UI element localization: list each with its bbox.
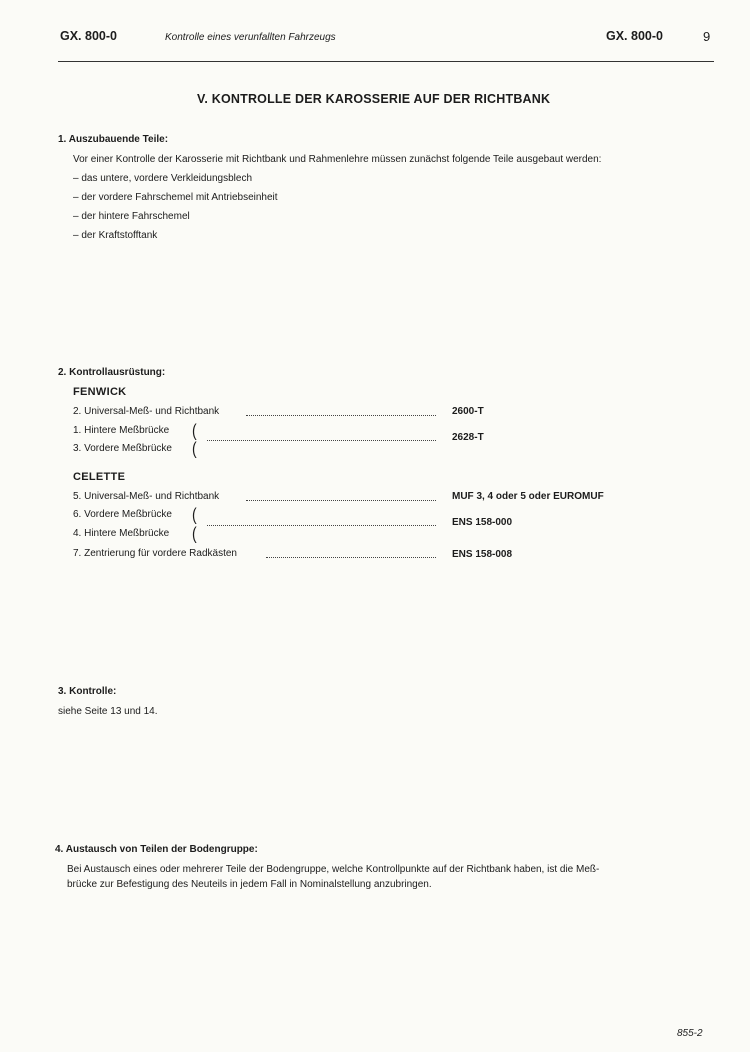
header-code-right: GX. 800-0 — [606, 29, 663, 43]
section3-heading: 3. Kontrolle: — [58, 686, 117, 697]
brace-upper-icon: ( — [192, 420, 197, 440]
page-number: 9 — [703, 29, 711, 44]
fenwick-line-3: 3. Vordere Meßbrücke — [73, 443, 172, 454]
header-code-left: GX. 800-0 — [60, 29, 117, 43]
celette-code-1: MUF 3, 4 oder 5 oder EUROMUF — [452, 491, 604, 502]
leader-dots — [207, 525, 436, 526]
brand-celette: CELETTE — [73, 471, 126, 483]
brand-fenwick: FENWICK — [73, 386, 127, 398]
section1-item: – der hintere Fahrschemel — [73, 211, 190, 222]
section1-heading: 1. Auszubauende Teile: — [58, 134, 169, 145]
section1-item: – der vordere Fahrschemel mit Antriebseinheit — [73, 192, 278, 203]
brace-lower-icon: ( — [192, 438, 197, 458]
fenwick-line-1: 2. Universal-Meß- und Richtbank — [73, 406, 220, 417]
celette-code-23: ENS 158-000 — [452, 517, 513, 528]
section1-item: – der Kraftstofftank — [73, 230, 158, 241]
fenwick-code-23: 2628-T — [452, 432, 484, 443]
leader-dots — [207, 440, 436, 441]
section3-text: siehe Seite 13 und 14. — [58, 706, 158, 717]
footer-doc-ref: 855-2 — [677, 1028, 703, 1039]
brace-lower-icon: ( — [192, 523, 197, 543]
section2-heading: 2. Kontrollausrüstung: — [58, 367, 166, 378]
brace-upper-icon: ( — [192, 504, 197, 524]
header-rule — [58, 61, 714, 62]
page-title: V. KONTROLLE DER KAROSSERIE AUF DER RICHTBANK — [197, 92, 551, 106]
celette-line-3: 4. Hintere Meßbrücke — [73, 528, 170, 539]
section4-text-line-1: Bei Austausch eines oder mehrerer Teile der Bodengruppe, welche Kontrollpunkte auf der Richtbank haben, ist die Meß- — [67, 864, 600, 875]
leader-dots — [266, 557, 436, 558]
celette-line-2: 6. Vordere Meßbrücke — [73, 509, 172, 520]
fenwick-line-2: 1. Hintere Meßbrücke — [73, 425, 170, 436]
celette-code-4: ENS 158-008 — [452, 549, 513, 560]
celette-line-4: 7. Zentrierung für vordere Radkästen — [73, 548, 237, 559]
leader-dots — [246, 500, 436, 501]
section1-intro: Vor einer Kontrolle der Karosserie mit Richtbank und Rahmenlehre müssen zunächst folgende Teile ausgebaut werden: — [73, 154, 602, 165]
header-subtitle: Kontrolle eines verunfallten Fahrzeugs — [165, 32, 336, 43]
celette-line-1: 5. Universal-Meß- und Richtbank — [73, 491, 220, 502]
section4-heading: 4. Austausch von Teilen der Bodengruppe: — [55, 844, 258, 855]
section4-text-line-2: brücke zur Befestigung des Neuteils in jedem Fall in Nominalstellung anzubringen. — [67, 879, 432, 890]
section1-item: – das untere, vordere Verkleidungsblech — [73, 173, 253, 184]
leader-dots — [246, 415, 436, 416]
fenwick-code-1: 2600-T — [452, 406, 484, 417]
